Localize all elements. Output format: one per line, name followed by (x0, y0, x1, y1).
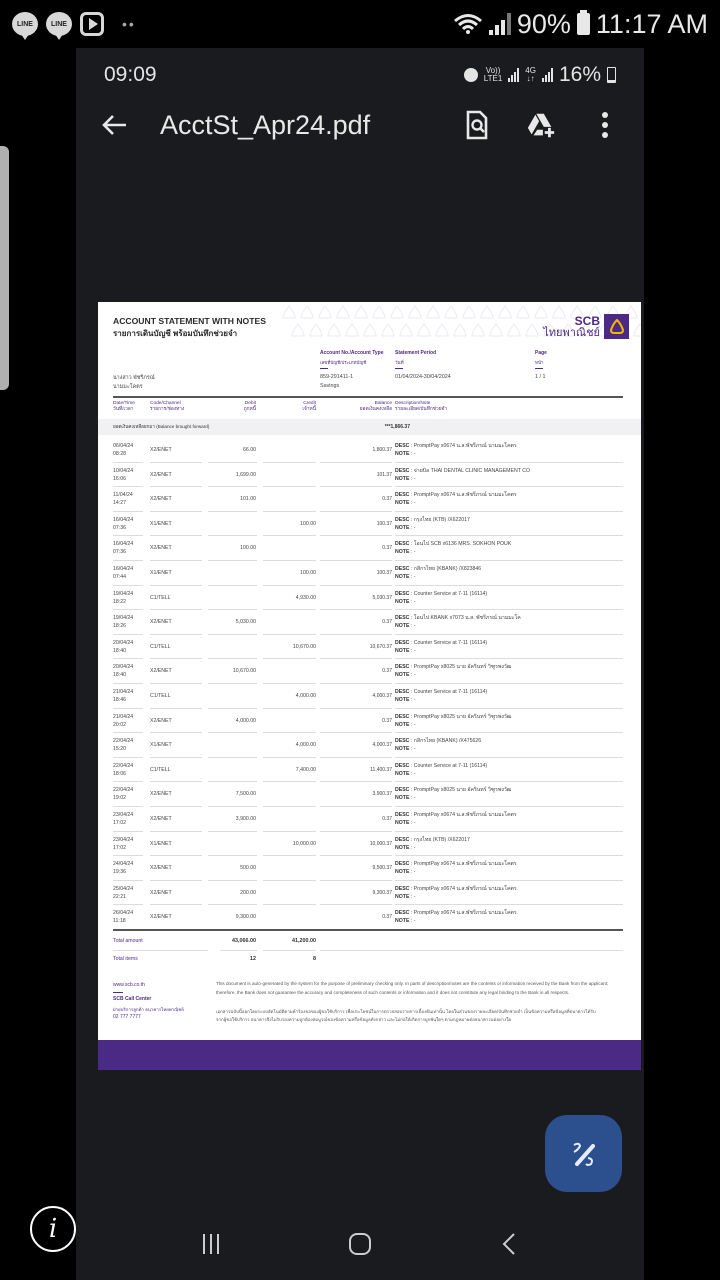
scb-logo: SCB ไทยพาณิชย์ (543, 314, 629, 339)
document-title-thai: รายการเดินบัญชี พร้อมบันทึกช่วยจำ (113, 329, 238, 338)
row-date: 16/04/24 07:44 (113, 565, 134, 580)
row-code: X1/ENET (150, 840, 172, 847)
row-credit: 100.00 (300, 569, 316, 576)
table-row (98, 463, 641, 488)
row-description: DESC : กรุงไทย (KTB) /X622017 NOTE : - (395, 836, 470, 851)
row-description: DESC : PromptPay x0674 น.ส.พัชรีภรณ์ นามมะโคตร NOTE : - (395, 861, 517, 876)
row-description: DESC : Counter Service at 7-11 (16114) NOTE : - (395, 639, 488, 654)
row-balance: 10,000.37 (369, 840, 392, 847)
table-row (98, 832, 641, 857)
row-description: DESC : กสิกรไทย (KBANK) /X475626 NOTE : - (395, 738, 482, 753)
row-code: X1/ENET (150, 569, 172, 576)
scb-emblem-icon (604, 314, 629, 339)
row-date: 11/04/24 14:27 (113, 492, 133, 507)
row-balance: 11,400.37 (370, 766, 392, 773)
document-title: ACCOUNT STATEMENT WITH NOTES (113, 316, 266, 326)
row-balance: 0.37 (382, 815, 392, 822)
row-description: DESC : Counter Service at 7-11 (16114) NOTE : - (395, 688, 488, 703)
row-credit: 100.00 (300, 520, 316, 527)
col-debit: Debit ถูกหนี้ (243, 401, 256, 412)
row-date: 20/04/24 18:40 (113, 664, 134, 679)
row-debit: 500.00 (240, 865, 256, 872)
row-balance: 100.37 (376, 520, 392, 527)
row-balance: 5,030.37 (372, 594, 392, 601)
alarm-icon (464, 68, 478, 82)
clock: 11:17 AM (595, 8, 708, 39)
battery-icon (607, 67, 616, 83)
wifi-icon (453, 13, 483, 35)
row-code: C1/TELL (150, 692, 171, 699)
table-row (98, 586, 641, 611)
row-credit: 10,670.00 (292, 643, 316, 650)
row-balance: 4,000.37 (372, 742, 392, 749)
annotate-pen-icon (569, 1139, 599, 1169)
inner-status-bar (76, 48, 644, 102)
row-credit: 7,400.00 (295, 766, 316, 773)
row-code: X2/ENET (150, 471, 172, 478)
table-row (98, 487, 641, 512)
4g-icon: 4G ↓↑ (525, 66, 536, 83)
row-balance: 9,300.37 (372, 889, 392, 896)
row-description: DESC : PromptPay x0674 น.ส.พัชรีภรณ์ นามมะโคตร NOTE : - (395, 811, 517, 826)
row-debit: 1,699.00 (235, 471, 256, 478)
total-items-debit: 12 (250, 956, 256, 962)
table-row (98, 905, 641, 930)
row-description: DESC : Counter Service at 7-11 (16114) NOTE : - (395, 762, 488, 777)
row-date: 16/04/24 07:36 (113, 516, 134, 531)
signal-icon (508, 68, 519, 82)
row-credit: 4,000.00 (295, 742, 316, 749)
row-debit: 3,900.00 (235, 815, 256, 822)
customer-surname: นามมะโคตร (113, 384, 143, 390)
row-date: 22/04/24 19:02 (113, 787, 134, 802)
row-description: DESC : PromptPay x8025 นาย อัครินทร์ วิฑูรพงวัฒ NOTE : - (395, 664, 512, 679)
pdf-page[interactable] (98, 302, 641, 1070)
table-row (98, 561, 641, 586)
row-code: C1/TELL (150, 766, 171, 773)
row-date: 19/04/24 18:26 (113, 615, 134, 630)
customer-name: นางสาว พัชรีภรณ์ (113, 375, 155, 381)
statement-period: 01/04/2024-30/04/2024 (395, 374, 451, 380)
row-date: 23/04/24 17:02 (113, 836, 134, 851)
row-date: 24/04/24 19:36 (113, 861, 134, 876)
footer-band (98, 1040, 641, 1070)
row-debit: 101.00 (240, 496, 256, 503)
play-icon (80, 12, 104, 36)
row-description: DESC : กสิกรไทย (KBANK) /X823846 NOTE : - (395, 565, 482, 580)
row-balance: 101.37 (376, 471, 392, 478)
row-date: 06/04/24 08:28 (113, 443, 134, 457)
total-items-credit: 8 (313, 956, 316, 962)
row-code: X2/ENET (150, 791, 172, 798)
col-credit: Credit เจ้าหนี้ (302, 401, 316, 412)
row-date: 26/04/24 11:18 (113, 910, 134, 925)
total-amount-label: Total amount (113, 938, 143, 944)
row-debit: 10,670.00 (232, 668, 256, 675)
row-credit: 4,930.00 (295, 594, 316, 601)
table-row (98, 807, 641, 832)
row-balance: 0.37 (382, 545, 392, 552)
row-date: 25/04/24 22:21 (113, 885, 134, 900)
row-balance: 4,000.37 (372, 692, 392, 699)
row-debit: 9,300.00 (235, 914, 256, 921)
table-row (98, 709, 641, 734)
row-description: DESC : โอนไป SCB x6136 MRS. SOKHON POUK NOTE : - (395, 541, 512, 556)
transactions-table (98, 438, 641, 930)
more-notifications-dots: •• (122, 16, 136, 32)
info-icon[interactable]: i (30, 1206, 76, 1252)
table-row (98, 635, 641, 660)
row-balance: 9,500.37 (372, 865, 392, 872)
row-balance: 0.37 (382, 496, 392, 503)
balance-forward-row: ยอดเงินคงเหลือยกมา (Balance brought forward) ***1,866.37 (98, 419, 641, 435)
row-description: DESC : PromptPay x8025 นาย อัครินทร์ วิฑูรพงวัฒ NOTE : - (395, 787, 512, 802)
row-code: X2/ENET (150, 914, 172, 921)
row-date: 19/04/24 18:22 (113, 590, 134, 605)
battery-icon (577, 13, 590, 35)
signal-icon (542, 68, 553, 82)
add-to-drive-icon[interactable] (526, 110, 556, 140)
line-icon: LINE (46, 12, 72, 36)
battery-percent: 90% (516, 8, 571, 39)
row-code: X2/ENET (150, 496, 172, 503)
row-date: 16/04/24 07:36 (113, 541, 134, 556)
row-description: DESC : กรุงไทย (KTB) /X622017 NOTE : - (395, 516, 470, 531)
table-row (98, 684, 641, 709)
row-balance: 10,670.37 (369, 643, 392, 650)
row-code: X2/ENET (150, 668, 172, 675)
volte-icon: Vo)) LTE1 (483, 66, 503, 83)
more-vert-icon[interactable] (590, 110, 620, 140)
inner-clock: 09:09 (104, 63, 157, 86)
row-date: 10/04/24 16:06 (113, 467, 134, 482)
row-code: X2/ENET (150, 545, 172, 552)
disclaimer-thai: เอกสารฉบับนี้ออกโดยระบบอัตโนมัติตามคำร้องขอของผู้ขอใช้บริการ เพื่อประโยชน์ในการตรวจสอบรายการเบื้องต้นเท่านั้น โดยในส่วนของรายละเอียด/บันทึกช่วยจำ เป็นข้อความหรือข้อมูลที่ธนาคารได้รับจากผู้ขอใช้บริการ ธนาคารจึงไม่รับรองความถูกต้องสมบูรณ์ของข้อความหรือข้อมูลดังกล่าว และไม่ก่อให้เกิดการผูกพันใดๆ ตามกฎหมายต่อธนาคารแต่อย่างใด (216, 1009, 596, 1022)
line-icon: LINE (12, 12, 38, 36)
row-date: 20/04/24 18:40 (113, 639, 134, 654)
row-code: X2/ENET (150, 717, 172, 724)
row-debit: 4,000.00 (235, 717, 256, 724)
row-credit: 10,000.00 (292, 840, 316, 847)
col-date: Date/Time วันที่/เวลา (113, 401, 135, 412)
row-debit: 100.00 (240, 545, 256, 552)
table-row (98, 512, 641, 537)
row-code: X2/ENET (150, 865, 172, 872)
col-balance: Balance ยอดเงินคงเหลือ (359, 401, 392, 412)
row-code: X1/ENET (150, 520, 172, 527)
row-balance: 0.37 (382, 914, 392, 921)
mirrored-phone-screen (76, 48, 644, 1280)
row-code: X2/ENET (150, 447, 172, 453)
row-debit: 66.00 (243, 447, 256, 453)
page-label: Page (535, 350, 547, 356)
period-label-thai: วันที่ (395, 360, 404, 365)
row-code: C1/TELL (150, 594, 171, 601)
cell-signal-icon (489, 13, 511, 35)
call-center-phone[interactable]: 02 777 7777 (113, 1014, 141, 1020)
table-row (98, 610, 641, 635)
row-code: C1/TELL (150, 643, 171, 650)
row-balance: 0.37 (382, 619, 392, 626)
back-arrow-icon[interactable] (100, 110, 130, 140)
edge-panel-handle[interactable] (0, 146, 9, 390)
account-label: Account No./Account Type (320, 350, 384, 356)
col-description: Description/Note รายละเอียด/บันทึกช่วยจำ (395, 401, 448, 412)
inner-battery-percent: 16% (558, 63, 601, 86)
row-balance: 3,900.37 (372, 791, 392, 798)
table-row (98, 856, 641, 881)
table-row (98, 782, 641, 807)
col-code: Code/Channel รายการ/ช่องทาง (150, 401, 185, 412)
row-description: DESC : โอนไป KBANK x7073 น.ส. พัชรีภรณ์ นามมะโค NOTE : - (395, 615, 521, 630)
pdf-viewer-toolbar (76, 102, 644, 148)
row-debit: 7,500.00 (235, 791, 256, 798)
row-credit: 4,000.00 (295, 692, 316, 699)
row-date: 22/04/24 18:06 (113, 762, 134, 777)
row-date: 21/04/24 18:46 (113, 688, 134, 703)
navigation-bar (76, 1208, 644, 1280)
call-center-thai: ฝ่ายบริการลูกค้า ธนาคารไทยพาณิชย์ (113, 1007, 184, 1012)
row-date: 21/04/24 20:02 (113, 713, 134, 728)
row-date: 23/04/24 17:02 (113, 811, 134, 826)
page-label-thai: หน้า (535, 360, 544, 365)
account-number: 859-291411-1 (320, 374, 354, 380)
row-date: 22/04/24 15:20 (113, 738, 134, 753)
row-debit: 200.00 (240, 889, 256, 896)
account-type: Savings (320, 383, 340, 389)
device-status-bar (0, 0, 720, 48)
file-title: AcctSt_Apr24.pdf (160, 109, 371, 140)
recent-apps-icon[interactable] (191, 1224, 231, 1264)
total-items-label: Total items (113, 956, 138, 962)
disclaimer-english: This document is auto-generated by the system for the purpose of preliminary checking only. In parts of description/notes are the contents or information received by the Bank from the applicant; therefore, the Bank does not guarantee the accuracy and completeness of such contents or information and it does not constitute any legal binding to the Bank in all respects. (216, 981, 609, 995)
row-debit: 5,030.00 (235, 619, 256, 626)
total-debit: 43,066.00 (232, 938, 256, 944)
row-code: X2/ENET (150, 815, 172, 822)
row-balance: 100.37 (376, 569, 392, 576)
row-description: DESC : PromptPay x0674 น.ส.พัชรีภรณ์ นามมะโคตร NOTE : - (395, 910, 517, 925)
table-row (98, 881, 641, 906)
page-number: 1 / 1 (535, 374, 546, 380)
find-in-page-icon[interactable] (462, 110, 492, 140)
row-balance: 0.37 (382, 717, 392, 724)
row-description: DESC : PromptPay x0674 น.ส.พัชรีภรณ์ นามมะโคตร NOTE : - (395, 492, 517, 507)
back-icon[interactable] (489, 1224, 529, 1264)
table-row (98, 733, 641, 758)
row-balance: 1,800.37 (372, 447, 392, 453)
row-code: X2/ENET (150, 619, 172, 626)
table-row (98, 438, 641, 463)
table-row (98, 536, 641, 561)
row-code: X2/ENET (150, 889, 172, 896)
row-balance: 0.37 (382, 668, 392, 675)
row-code: X1/ENET (150, 742, 172, 749)
annotate-button[interactable] (545, 1115, 622, 1192)
row-description: DESC : PromptPay x0674 น.ส.พัชรีภรณ์ นามมะโคตร NOTE : - (395, 443, 517, 457)
website-link[interactable]: www.scb.co.th (113, 982, 145, 988)
total-credit: 41,200.00 (292, 938, 316, 944)
table-row (98, 758, 641, 783)
home-icon[interactable] (340, 1224, 380, 1264)
row-description: DESC : PromptPay x8025 นาย อัครินทร์ วิฑูรพงวัฒ NOTE : - (395, 713, 512, 728)
period-label: Statement Period (395, 350, 437, 356)
call-center-label: SCB Call Center (113, 996, 152, 1002)
account-label-thai: เลขที่บัญชี/ประเภทบัญชี (320, 360, 367, 365)
row-description: DESC : Counter Service at 7-11 (16114) NOTE : - (395, 590, 488, 605)
table-row (98, 659, 641, 684)
row-description: DESC : PromptPay x0674 น.ส.พัชรีภรณ์ นามมะโคตร NOTE : - (395, 885, 517, 900)
row-description: DESC : จ่ายบิล THAI DENTAL CLINIC MANAGEMENT CO NOTE : - (395, 467, 531, 482)
